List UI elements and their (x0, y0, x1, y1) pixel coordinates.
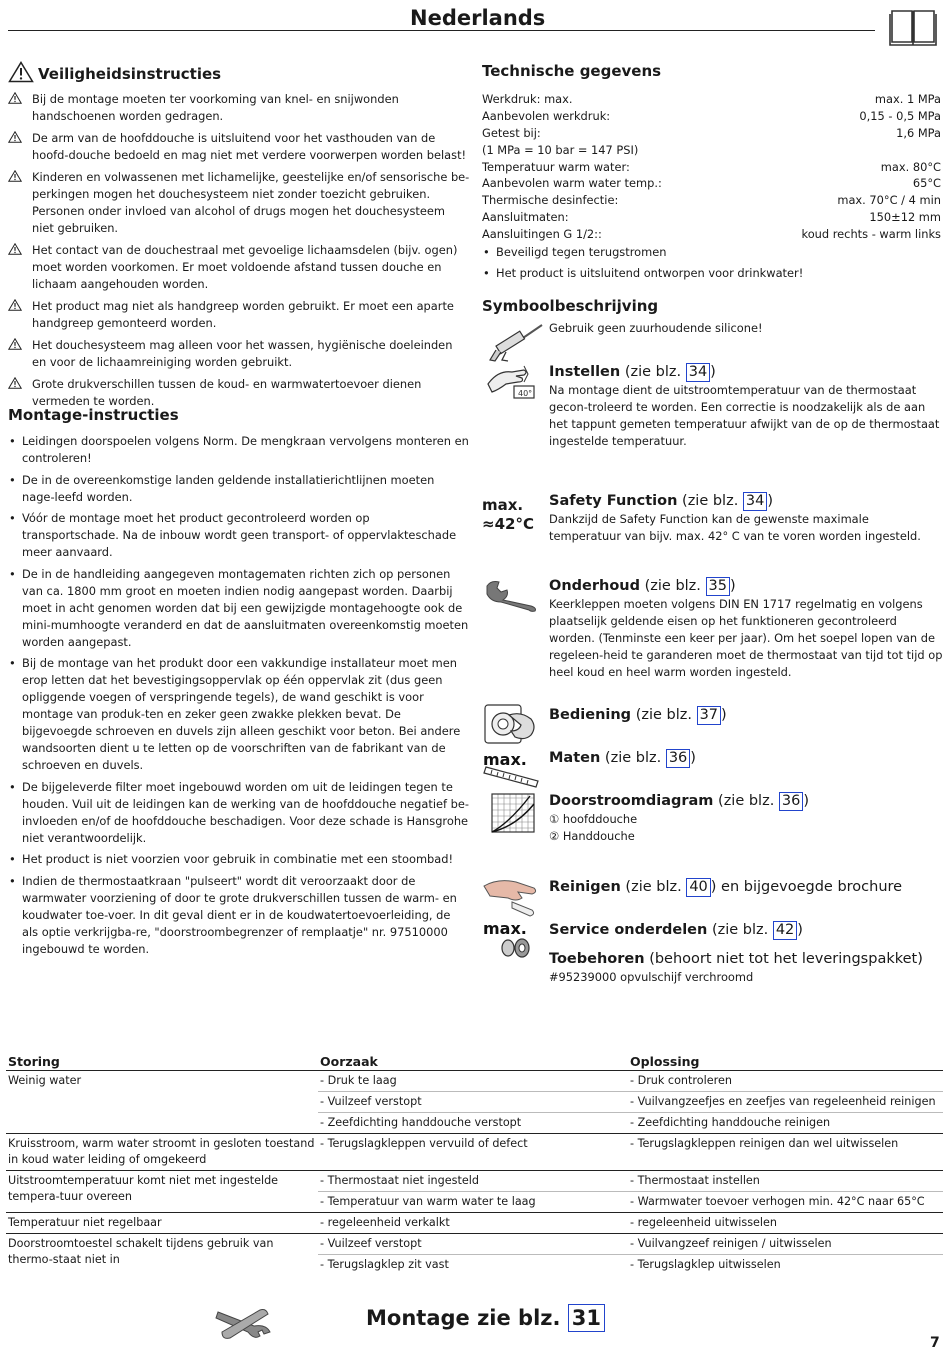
oorzaak-cell: - regeleenheid verkalkt (318, 1212, 628, 1233)
warning-icon (8, 131, 22, 148)
table-row (6, 1070, 943, 1091)
doorstroom-close: ) (803, 793, 810, 809)
tech-label: (1 MPa = 10 bar = 147 PSI) (482, 142, 639, 157)
footer-montage-label: Montage zie blz. (366, 1306, 561, 1330)
oplossing-cell: - Terugslagklep uitwisselen (628, 1254, 943, 1275)
tech-label: Temperatuur warm water: (482, 159, 630, 174)
legend-1-number: ① (549, 812, 560, 826)
warning-icon (8, 170, 22, 187)
spare-parts-icon (482, 918, 540, 962)
storing-cell: Doorstroomtoestel schakelt tijdens gebruik van thermo-staat niet in (6, 1233, 318, 1275)
safety-title-text: Veiligheidsinstructies (38, 65, 222, 83)
toebehoren-body: #95239000 opvulschijf verchroomd (549, 970, 754, 984)
footer-montage-page-link[interactable]: 31 (568, 1304, 605, 1332)
tech-value: koud rechts - warm links (801, 227, 941, 242)
montage-item: • Indien de thermostaatkraan "pulseert" wordt dit veroorzaakt door de warmwater voorziening of door te grote drukverschillen tussen de warm- en koudwater toe-voer. In dit geval dient er in de koudwatertoevoerleiding, de als optie verkrijgba-re, "doorstroombegrenzer of remplaatje" nr. 97510000 ingebouwd te worden. (8, 873, 470, 958)
maten-close: ) (690, 750, 696, 766)
onderhoud-block (549, 576, 943, 681)
tech-label: Aanbevolen werkdruk: (482, 108, 611, 123)
safety-item (8, 298, 470, 332)
tech-table (482, 91, 941, 243)
safety-function-heading: Safety Function (549, 493, 678, 509)
legend-2-label: Handdouche (562, 829, 635, 843)
col-oplossing: Oplossing (628, 1054, 943, 1070)
onderhoud-page-link[interactable]: 35 (706, 577, 730, 596)
instellen-body: Na montage dient de uitstroomtemperatuur van de thermostaat gecon-troleerd te worden. Een correctie is noodzakelijk als de aan het tappunt gemeten temperatuur afwijkt van de op de thermostaat ingestelde temperatuur. (549, 383, 940, 448)
tech-value: 0,15 - 0,5 MPa (859, 108, 941, 123)
oplossing-cell: - Vuilvangzeef reinigen / uitwisselen (628, 1233, 943, 1254)
oplossing-cell: - Warmwater toevoer verhogen min. 42°C naar 65°C (628, 1191, 943, 1212)
warning-icon (8, 377, 22, 394)
safety-title (8, 61, 221, 87)
doorstroom-block (549, 791, 943, 845)
oorzaak-cell: - Terugslagklep zit vast (318, 1254, 628, 1275)
maten-block (549, 748, 943, 768)
page-title: Nederlands (410, 6, 546, 30)
storing-cell: Temperatuur niet regelbaar (6, 1212, 318, 1233)
oorzaak-cell: - Thermostaat niet ingesteld (318, 1170, 628, 1191)
tech-value: 150±12 mm (869, 210, 941, 225)
col-storing: Storing (6, 1054, 318, 1070)
tech-bullet: • Het product is uitsluitend ontworpen voor drinkwater! (482, 265, 941, 282)
tech-row (482, 125, 941, 142)
col-oorzaak: Oorzaak (318, 1054, 628, 1070)
tech-value: max. 1 MPa (874, 92, 941, 106)
maten-ref: (zie blz. (604, 750, 662, 766)
montage-item: • De in de overeenkomstige landen geldende installatierichtlijnen moeten nage-leefd worden. (8, 472, 470, 506)
reinigen-block (549, 877, 943, 897)
reinigen-heading: Reinigen (549, 879, 621, 895)
tech-row (482, 209, 941, 226)
header-rule (8, 30, 875, 31)
bediening-ref: (zie blz. (635, 707, 692, 723)
instellen-ref: (zie blz. (624, 364, 682, 380)
tech-bullet: • Beveiligd tegen terugstromen (482, 244, 941, 261)
tech-label: Getest bij: (482, 125, 541, 140)
tech-row (482, 192, 941, 209)
oorzaak-cell: - Zeefdichting handdouche verstopt (318, 1112, 628, 1133)
flow-diagram-icon (490, 792, 536, 838)
tech-label: Werkdruk: max. (482, 92, 573, 106)
tech-label: Aanbevolen warm water temp.: (482, 176, 662, 191)
legend-2-number: ② (549, 829, 560, 843)
montage-item: • Het product is niet voorzien voor gebruik in combinatie met een stoombad! (8, 851, 470, 868)
safety-item (8, 169, 470, 237)
safety-item (8, 130, 470, 164)
doorstroom-legend-1 (549, 811, 943, 828)
reinigen-ref: (zie blz. (625, 879, 682, 895)
service-block (549, 920, 943, 940)
warning-icon (8, 338, 22, 355)
toebehoren-heading: Toebehoren (549, 951, 645, 967)
safety-item (8, 91, 470, 125)
service-ref: (zie blz. (711, 922, 769, 938)
silicone-gun-icon (484, 322, 544, 366)
bediening-close: ) (721, 707, 727, 723)
safety-item (8, 337, 470, 371)
onderhoud-heading: Onderhoud (549, 578, 641, 594)
toebehoren-block (549, 949, 943, 986)
book-icon (889, 6, 937, 50)
instellen-heading: Instellen (549, 364, 621, 380)
svg-text:max.: max. (483, 750, 527, 769)
troubleshooting-table (6, 1054, 943, 1275)
montage-list (8, 433, 470, 962)
tech-label: Aansluitingen G 1/2:: (482, 227, 602, 242)
bediening-heading: Bediening (549, 707, 632, 723)
safety-item (8, 376, 470, 410)
onderhoud-ref: (zie blz. (644, 578, 701, 594)
table-row (6, 1212, 943, 1233)
tech-row (482, 226, 941, 243)
oorzaak-cell: - Terugslagkleppen vervuild of defect (318, 1133, 628, 1170)
table-row (6, 1133, 943, 1170)
tech-bullets (482, 244, 941, 286)
doorstroom-legend-2 (549, 828, 943, 845)
tech-value: 1,6 MPa (896, 125, 941, 140)
service-close: ) (797, 922, 803, 938)
safety-item-text: Bij de montage moeten ter voorkoming van knel- en snijwonden handschoenen worden gedragen. (32, 92, 399, 123)
oorzaak-cell: - Vuilzeef verstopt (318, 1233, 628, 1254)
oplossing-cell: - regeleenheid uitwisselen (628, 1212, 943, 1233)
onderhoud-body: Keerkleppen moeten volgens DIN EN 1717 regelmatig en volgens plaatselijk geldende eisen op het funktioneren gecontroleerd worden. (Tenminste een keer per jaar). Om het soepel lopen van de regeleen-heid te garanderen moet de thermostaat van tijd tot tijd op heel koud en heel warm worden ingesteld. (549, 597, 943, 679)
reinigen-page-link[interactable]: 40 (686, 878, 710, 897)
svg-text:40°: 40° (518, 389, 533, 398)
storing-cell: Kruisstroom, warm water stroomt in gesloten toestand in koud water leiding of omgekeerd (6, 1133, 318, 1170)
tech-label: Aansluitmaten: (482, 210, 569, 225)
warning-icon (8, 299, 22, 316)
montage-item: • Vóór de montage moet het product gecontroleerd worden op transportschade. Na de inbouw wordt geen transport- of oppervlakteschade meer aanvaard. (8, 510, 470, 561)
safety-function-body: Dankzijd de Safety Function kan de gewenste maximale temperatuur van bijv. max. 42° C van te voren worden ingesteld. (549, 512, 921, 543)
warning-icon (8, 61, 34, 87)
tech-value: max. 80°C (880, 159, 941, 174)
footer-montage (366, 1304, 605, 1332)
tech-label: Thermische desinfectie: (482, 193, 619, 208)
oorzaak-cell: - Vuilzeef verstopt (318, 1091, 628, 1112)
doorstroom-heading: Doorstroomdiagram (549, 793, 714, 809)
safety-item (8, 242, 470, 293)
maten-page-link[interactable]: 36 (666, 749, 690, 768)
hand-knob-icon (483, 701, 539, 751)
safety-item-text: Grote drukverschillen tussen de koud- en warmwatertoevoer dienen vermeden te worden. (32, 377, 422, 408)
max-temp-label: max. (482, 496, 524, 514)
onderhoud-close: ) (729, 578, 736, 594)
safety-item-text: Het product mag niet als handgreep worden gebruikt. Er moet een aparte handgreep gemonteerd worden. (32, 299, 454, 330)
oplossing-cell: - Zeefdichting handdouche reinigen (628, 1112, 943, 1133)
table-row (6, 1170, 943, 1191)
symbols-title: Symboolbeschrijving (482, 297, 659, 315)
max-temp-value: ≈42°C (482, 515, 534, 533)
tech-row (482, 108, 941, 125)
montage-item: • Bij de montage van het produkt door een vakkundige installateur moet men erop letten dat het bevestigingsoppervlak op één oppervlak zit (dus geen opliggende voegen of verspringende tegels), de wand geschikt is voor montage van produk-ten en zeker geen zwakke plekken bevat. De bijgevoegde schroeven en duvels zijn alleen geschikt voor beton. Bei andere wandsoorten dient u te letten op de voorschriften van de fabrikant van de schroeven en duvels. (8, 655, 470, 774)
warning-icon (8, 92, 22, 109)
montage-item: • De in de handleiding aangegeven montagematen richten zich op personen van ca. 1800 mm groot en moeten indien nodig aangepast worden. Daarbij moet in acht genomen worden dat bij een gewijzigde montagehoogte ook de mini-mumhoogte veranderd en dat de aansluitmaten overeenkomstig moeten worden aangepast. (8, 566, 470, 651)
max-temp-symbol (482, 496, 534, 534)
storing-cell: Weinig water (8, 1073, 82, 1087)
safety-item-text: De arm van de hoofddouche is uitsluitend voor het vasthouden van de hoofd-douche bedoeld en mag niet met verdere voorwerpen worden belast! (32, 131, 467, 162)
toebehoren-sub: (behoort niet tot het leveringspakket) (649, 951, 923, 967)
table-row (6, 1233, 943, 1254)
montage-item: • Leidingen doorspoelen volgens Norm. De mengkraan vervolgens monteren en controleren! (8, 433, 470, 467)
instellen-close: ) (710, 364, 716, 380)
svg-text:max.: max. (483, 919, 527, 938)
tech-row (482, 159, 941, 176)
safety-item-text: Het douchesysteem mag alleen voor het wassen, hygiënische doeleinden en voor de lichaamreiniging worden gebruikt. (32, 338, 453, 369)
wrench-icon (483, 578, 541, 616)
service-page-link[interactable]: 42 (773, 921, 797, 940)
tech-row (482, 142, 941, 159)
maten-heading: Maten (549, 750, 601, 766)
instellen-page-link[interactable]: 34 (686, 363, 710, 382)
tech-value: 65°C (912, 176, 941, 191)
doorstroom-page-link[interactable]: 36 (779, 792, 803, 811)
tech-title: Technische gegevens (482, 62, 662, 80)
hand-thermostat-icon (484, 364, 540, 410)
oplossing-cell: - Druk controleren (630, 1073, 732, 1087)
bediening-page-link[interactable]: 37 (697, 706, 721, 725)
safety-list (8, 91, 470, 415)
oplossing-cell: - Terugslagkleppen reinigen dan wel uitwisselen (628, 1133, 943, 1170)
page-number: 7 (930, 1335, 940, 1351)
montage-item: • De bijgeleverde filter moet ingebouwd worden om uit de leidingen tegen te houden. Vuil uit de leidingen kan de werking van de hoofddouche negatief be-invloeden en/of de hoofddouche beschadigen. Voor deze schade is Hansgrohe niet verantwoordelijk. (8, 779, 470, 847)
oorzaak-cell: - Temperatuur van warm water te laag (318, 1191, 628, 1212)
oorzaak-cell: - Druk te laag (320, 1073, 397, 1087)
safety-function-block (549, 491, 943, 545)
hand-cleaning-icon (482, 872, 544, 922)
instellen-block (549, 362, 943, 450)
safety-function-ref: (zie blz. (682, 493, 739, 509)
safety-item-text: Het contact van de douchestraal met gevoelige lichaamsdelen (bijv. ogen) moet worden voorkomen. Er moet voldoende afstand tussen douche en lichaam aangehouden worden. (32, 243, 458, 291)
oplossing-cell: - Vuilvangzeefjes en zeefjes van regeleenheid reinigen (628, 1091, 943, 1112)
silicone-text: Gebruik geen zuurhoudende silicone! (549, 321, 763, 335)
safety-function-close: ) (767, 493, 774, 509)
doorstroom-ref: (zie blz. (718, 793, 775, 809)
tools-icon (214, 1302, 274, 1346)
tech-row (482, 91, 941, 108)
ruler-icon (482, 749, 540, 795)
legend-1-label: hoofddouche (562, 812, 638, 826)
reinigen-close: ) en bijgevoegde brochure (710, 879, 903, 895)
warning-icon (8, 243, 22, 260)
storing-cell: Uitstroomtemperatuur komt niet met ingestelde tempera-tuur overeen (6, 1170, 318, 1212)
montage-title: Montage-instructies (8, 406, 179, 424)
safety-item-text: Kinderen en volwassenen met lichamelijke, geestelijke en/of sensorische be-perkingen mogen het douchesysteem niet zonder toezicht gebruiken. Personen onder invloed van alcohol of drugs mogen het douchesysteem niet gebruiken. (32, 170, 470, 235)
oplossing-cell: - Thermostaat instellen (628, 1170, 943, 1191)
tech-value: max. 70°C / 4 min (837, 193, 941, 208)
tech-row (482, 175, 941, 192)
bediening-block (549, 705, 943, 725)
safety-function-page-link[interactable]: 34 (743, 492, 767, 511)
service-heading: Service onderdelen (549, 922, 708, 938)
